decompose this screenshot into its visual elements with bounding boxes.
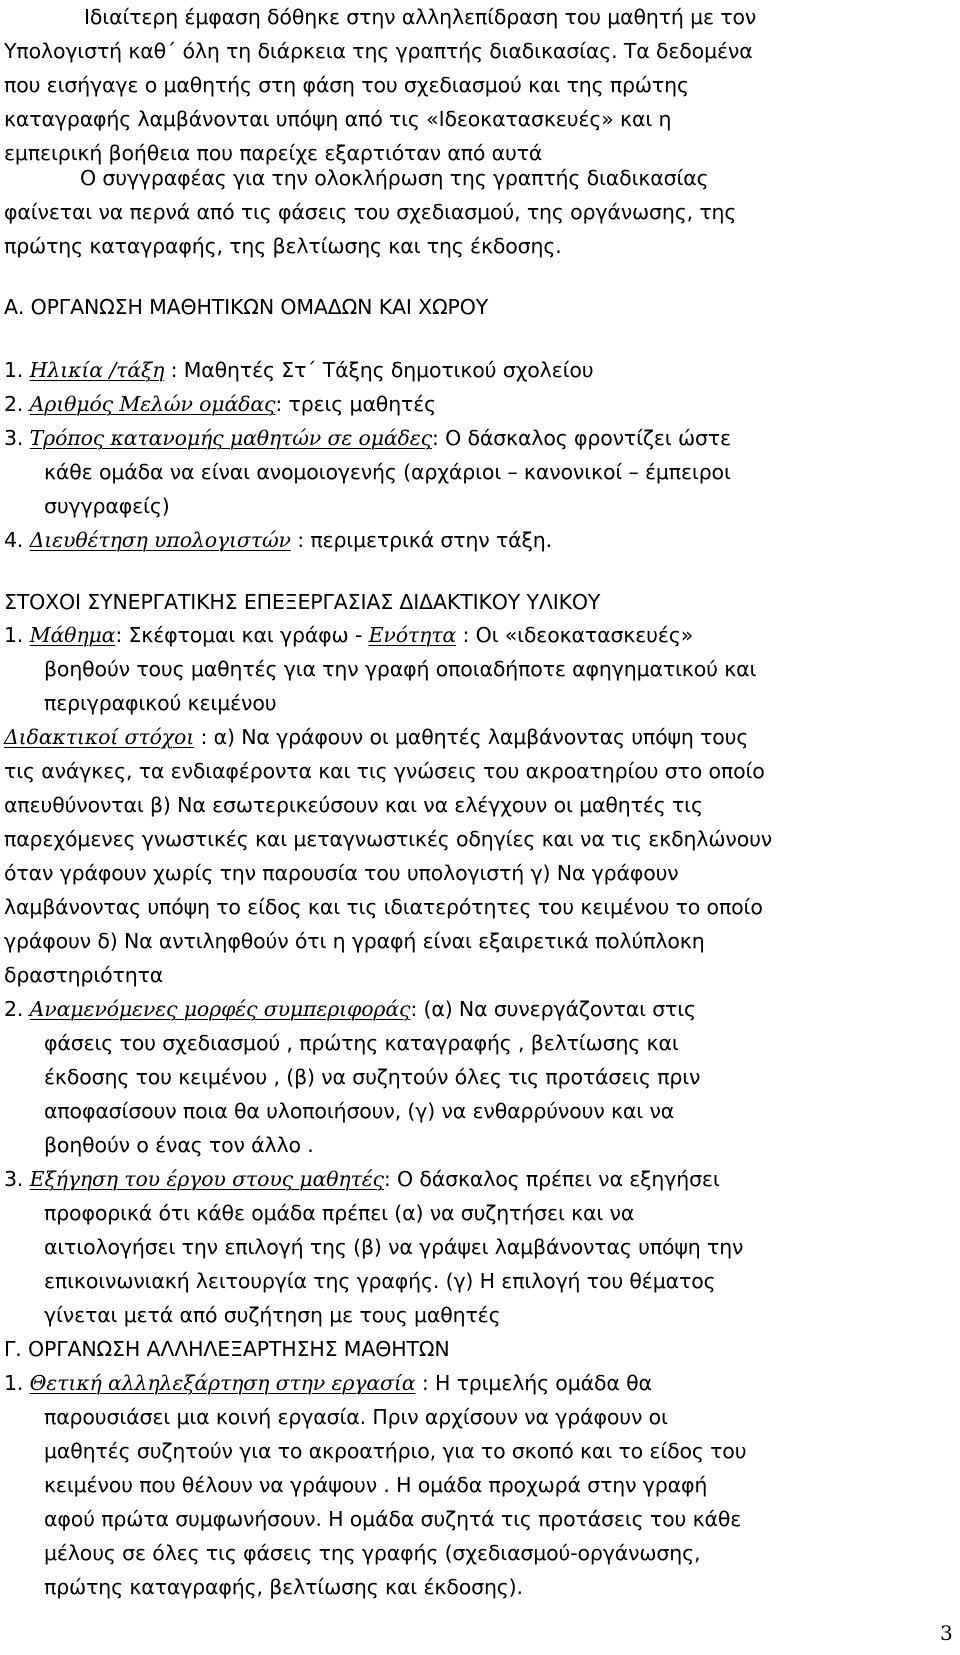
intro-line: εμπειρική βοήθεια που παρείχε εξαρτιόταν από αυτά <box>4 141 543 165</box>
item-continuation: έκδοσης του κειμένου , (β) να συζητούν όλες τις προτάσεις πριν <box>44 1065 701 1089</box>
item-label: Αριθμός Μελών ομάδας <box>29 392 276 416</box>
item-text: : τρεις μαθητές <box>275 392 437 416</box>
item-label: Τρόπος κατανομής μαθητών σε ομάδες <box>29 426 432 450</box>
item-continuation: αιτιολογήσει την επιλογή της (β) να γράψει λαμβάνοντας υπόψη την <box>44 1235 744 1259</box>
item-label: Εξήγηση του έργου στους μαθητές <box>29 1167 384 1191</box>
objectives-line: παρεχόμενες γνωστικές και μεταγνωστικές οδηγίες και να τις εκδηλώνουν <box>4 827 773 851</box>
list-item <box>4 421 731 455</box>
page-number: 3 <box>940 1621 953 1645</box>
intro-line: φαίνεται να περνά από τις φάσεις του σχεδιασμού, της οργάνωσης, της <box>4 200 737 224</box>
list-item <box>4 353 593 387</box>
list-item <box>4 618 693 652</box>
objectives-line: γράφουν δ) Να αντιληφθούν ότι η γραφή είναι εξαιρετικά πολύπλοκη <box>4 929 705 953</box>
intro-line: που εισήγαγε ο μαθητής στη φάση του σχεδιασμού και της πρώτης <box>4 73 689 97</box>
item-number: 2. <box>4 997 24 1021</box>
item-continuation: κειμένου που θέλουν να γράψουν . Η ομάδα προχωρά στην γραφή <box>44 1473 708 1497</box>
list-item <box>4 523 552 557</box>
item-continuation: επικοινωνιακή λειτουργία της γραφής. (γ) Η επιλογή του θέματος <box>44 1269 716 1293</box>
list-item <box>4 1162 720 1196</box>
item-continuation: αποφασίσουν ποια θα υλοποιήσουν, (γ) να ενθαρρύνουν και να <box>44 1099 675 1123</box>
item-number: 2. <box>4 392 24 416</box>
item-continuation: κάθε ομάδα να είναι ανομοιογενής (αρχάριοι – κανονικοί – έμπειροι <box>44 460 731 484</box>
item-number: 1. <box>4 623 24 647</box>
item-number: 1. <box>4 358 24 382</box>
item-label: Αναμενόμενες μορφές συμπεριφοράς <box>29 997 411 1021</box>
item-number: 4. <box>4 528 24 552</box>
item-continuation: περιγραφικού κειμένου <box>44 691 277 715</box>
item-text: : Ο δάσκαλος φροντίζει ώστε <box>431 426 731 450</box>
objectives-text: : α) Να γράφουν οι μαθητές λαμβάνοντας υπόψη τους <box>194 725 749 749</box>
item-continuation: προφορικά ότι κάθε ομάδα πρέπει (α) να συζητήσει και να <box>44 1201 635 1225</box>
intro-line: καταγραφής λαμβάνονται υπόψη από τις «Ιδεοκατασκευές» και η <box>4 107 672 131</box>
item-label: Μάθημα <box>29 623 116 647</box>
objectives-line: όταν γράφουν χωρίς την παρουσία του υπολογιστή γ) Να γράφουν <box>4 861 679 885</box>
intro-line: Υπολογιστή καθ΄ όλη τη διάρκεια της γραπτής διαδικασίας. Τα δεδομένα <box>4 39 753 63</box>
objectives-line: δραστηριότητα <box>4 963 164 987</box>
objectives-line <box>4 720 748 754</box>
item-continuation: μαθητές συζητούν για το ακροατήριο, για το σκοπό και το είδος του <box>44 1439 747 1463</box>
item-text: : Οι «ιδεοκατασκευές» <box>456 623 694 647</box>
item-continuation: βοηθούν ο ένας τον άλλο . <box>44 1133 314 1157</box>
item-continuation: πρώτης καταγραφής, βελτίωσης και έκδοσης). <box>44 1575 523 1599</box>
item-number: 1. <box>4 1371 24 1395</box>
intro-line: πρώτης καταγραφής, της βελτίωσης και της έκδοσης. <box>4 234 562 258</box>
item-continuation: συγγραφείς) <box>44 494 170 518</box>
item-label: Θετική αλληλεξάρτηση στην εργασία <box>29 1371 416 1395</box>
intro-line: Ιδιαίτερη έμφαση δόθηκε στην αλληλεπίδραση του μαθητή με τον <box>84 5 757 29</box>
intro-line: Ο συγγραφέας για την ολοκλήρωση της γραπτής διαδικασίας <box>80 166 709 190</box>
item-number: 3. <box>4 1167 24 1191</box>
item-number: 3. <box>4 426 24 450</box>
objectives-line: απευθύνονται β) Να εσωτερικεύσουν και να ελέγχουν οι μαθητές τις <box>4 793 703 817</box>
item-continuation: βοηθούν τους μαθητές για την γραφή οποιαδήποτε αφηγηματικού και <box>44 657 757 681</box>
item-label: Ενότητα <box>368 623 457 647</box>
item-continuation: παρουσιάσει μια κοινή εργασία. Πριν αρχίσουν να γράφουν οι <box>44 1405 668 1429</box>
item-continuation: φάσεις του σχεδιασμού , πρώτης καταγραφής , βελτίωσης και <box>44 1031 679 1055</box>
item-continuation: γίνεται μετά από συζήτηση με τους μαθητές <box>44 1303 501 1327</box>
objectives-line: τις ανάγκες, τα ενδιαφέροντα και τις γνώσεις του ακροατηρίου στο οποίο <box>4 759 765 783</box>
item-text: : Μαθητές Στ΄ Τάξης δημοτικού σχολείου <box>164 358 594 382</box>
section-c-heading: Γ. ΟΡΓΑΝΩΣΗ ΑΛΛΗΛΕΞΑΡΤΗΣΗΣ ΜΑΘΗΤΩΝ <box>4 1337 450 1361</box>
item-label: Ηλικία /τάξη <box>29 358 165 382</box>
list-item <box>4 992 696 1026</box>
item-text: : περιμετρικά στην τάξη. <box>290 528 553 552</box>
item-continuation: μέλους σε όλες τις φάσεις της γραφής (σχεδιασμού-οργάνωσης, <box>44 1541 701 1565</box>
list-item <box>4 1366 652 1400</box>
item-text: : Ο δάσκαλος πρέπει να εξηγήσει <box>383 1167 720 1191</box>
section-b-heading: ΣΤΟΧΟΙ ΣΥΝΕΡΓΑΤΙΚΗΣ ΕΠΕΞΕΡΓΑΣΙΑΣ ΔΙΔΑΚΤΙΚΟΥ ΥΛΙΚΟΥ <box>4 590 601 614</box>
item-text: : Σκέφτομαι και γράφω - <box>115 623 369 647</box>
item-text: : Η τριμελής ομάδα θα <box>415 1371 652 1395</box>
objectives-label: Διδακτικοί στόχοι <box>4 725 195 749</box>
item-continuation: αφού πρώτα συμφωνήσουν. Η ομάδα συζητά τις προτάσεις του κάθε <box>44 1507 742 1531</box>
list-item <box>4 387 436 421</box>
section-a-heading: Α. ΟΡΓΑΝΩΣΗ ΜΑΘΗΤΙΚΩΝ ΟΜΑΔΩΝ ΚΑΙ ΧΩΡΟΥ <box>4 295 489 319</box>
item-text: : (α) Να συνεργάζονται στις <box>410 997 696 1021</box>
item-label: Διευθέτηση υπολογιστών <box>29 528 291 552</box>
objectives-line: λαμβάνοντας υπόψη το είδος και τις ιδιατερότητες του κειμένου το οποίο <box>4 895 763 919</box>
